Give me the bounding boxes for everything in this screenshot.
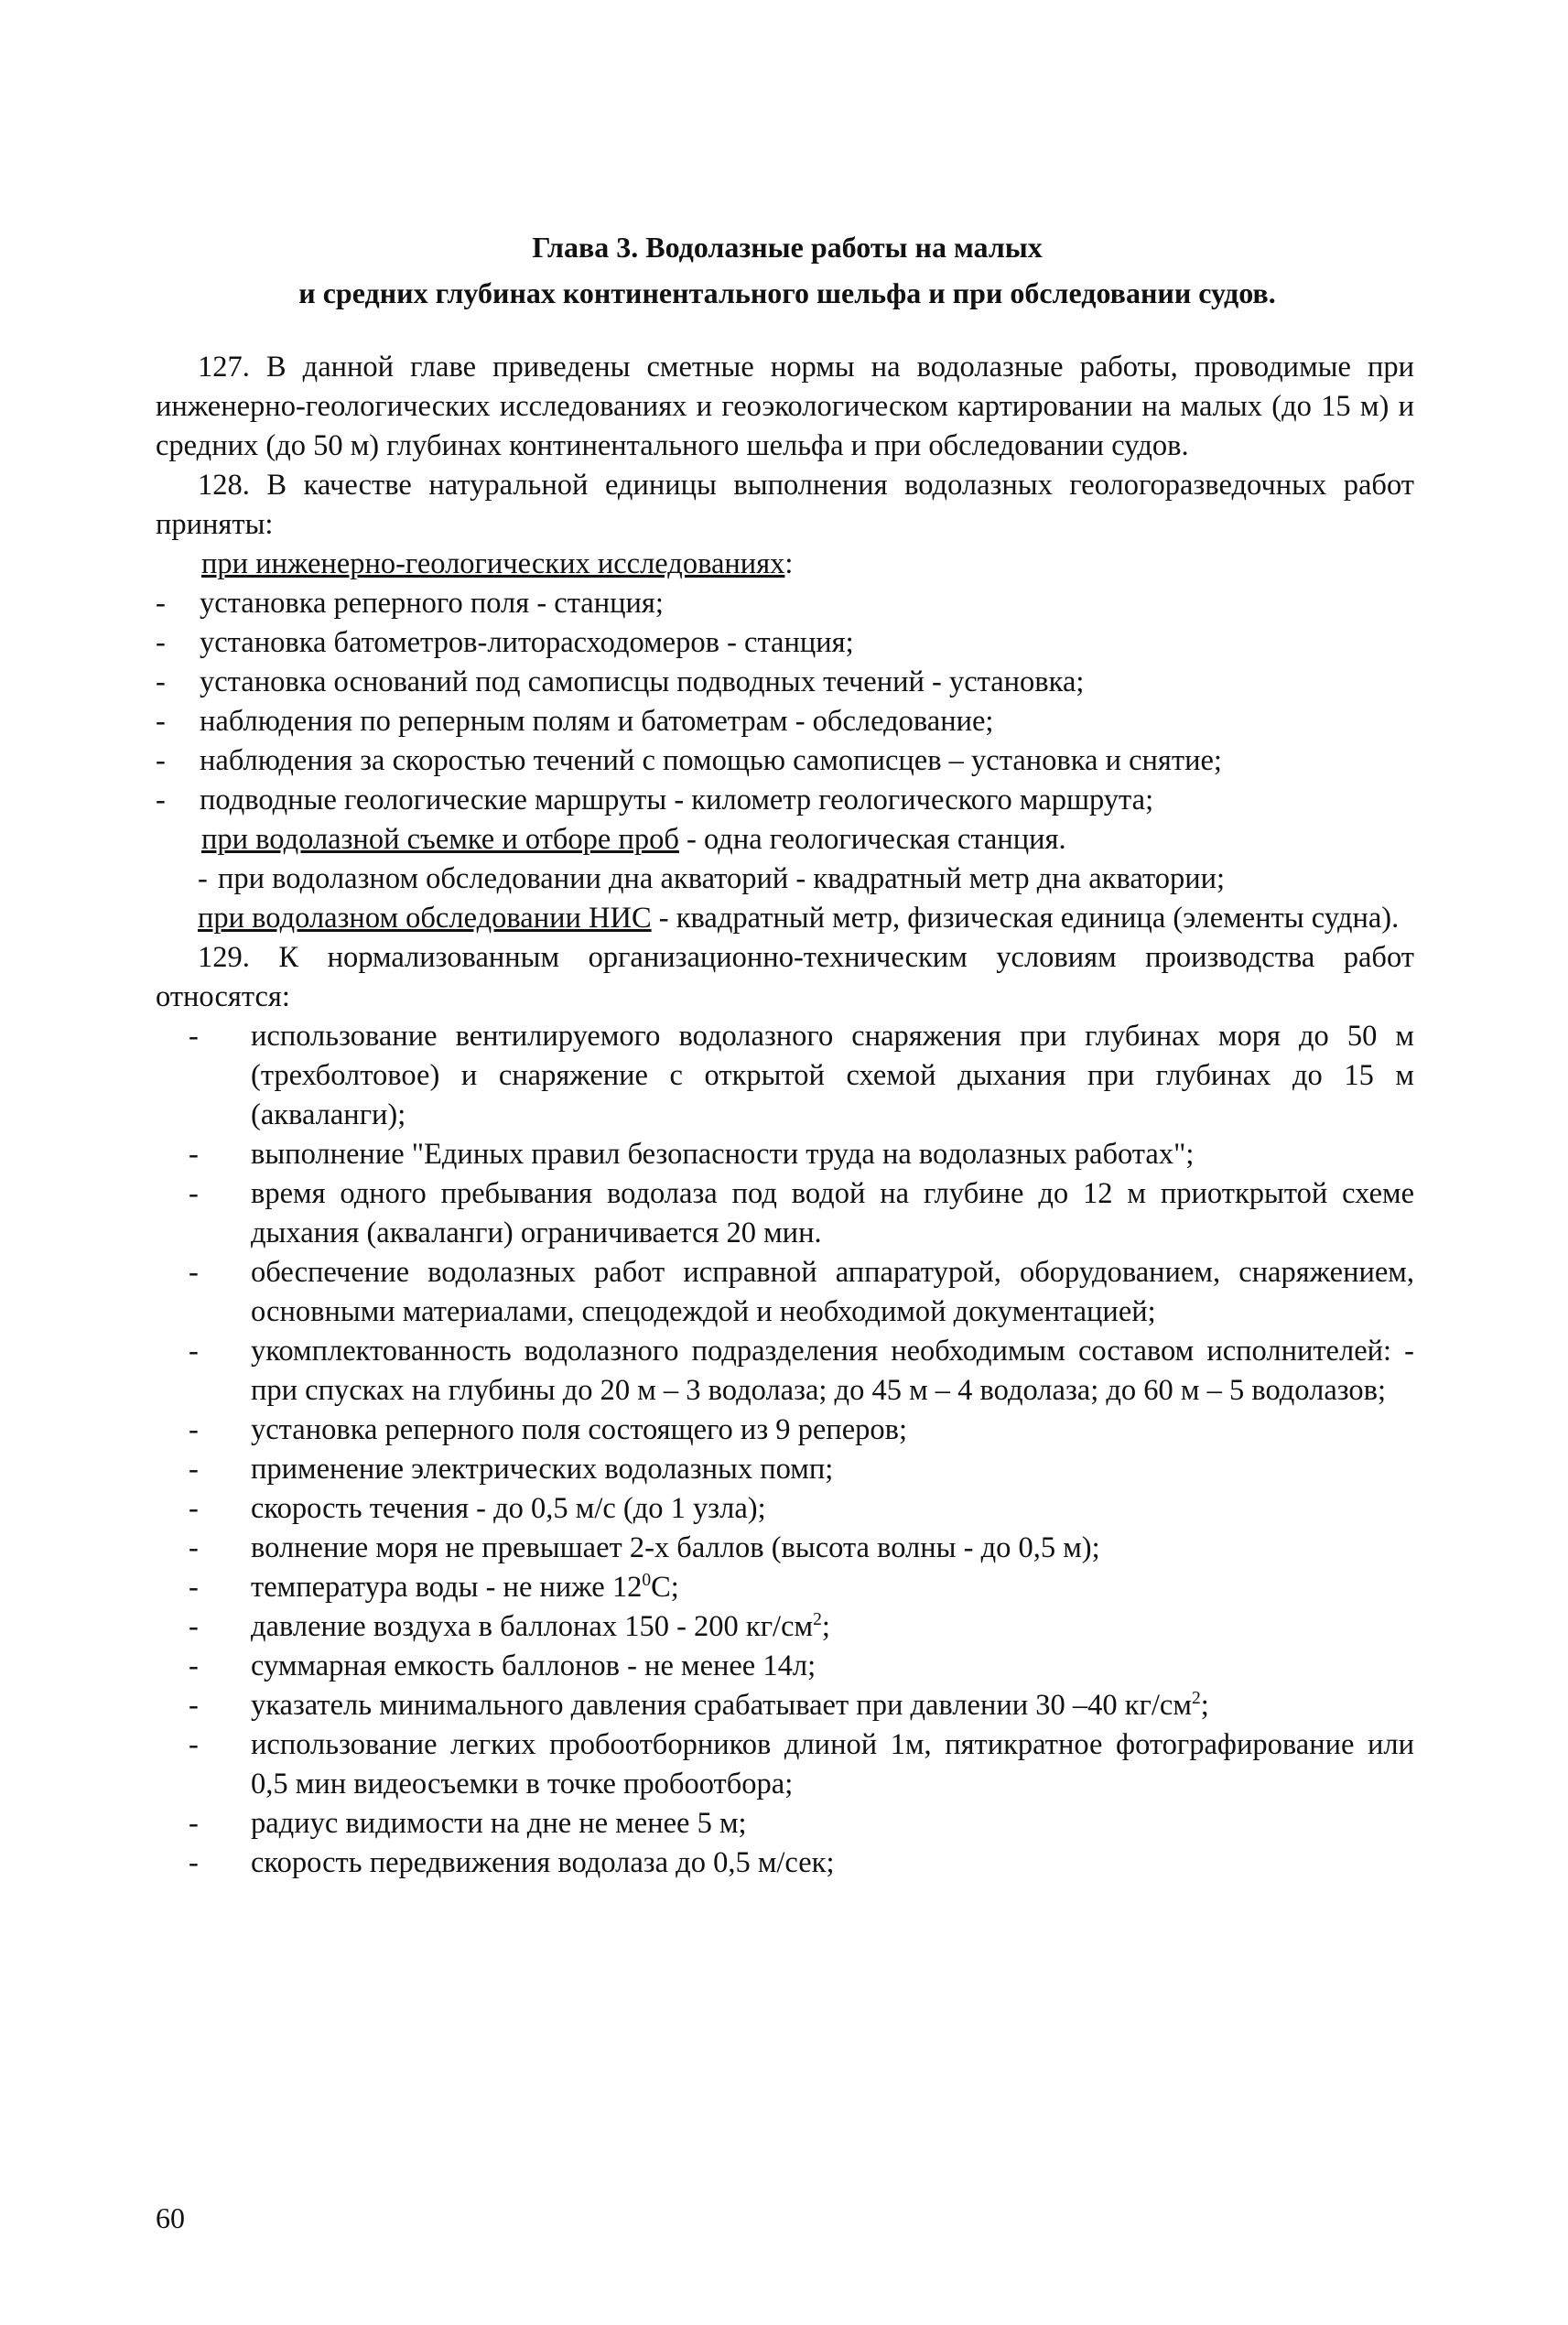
list-item (156, 1017, 1414, 1135)
dash-marker: - (189, 1020, 199, 1053)
body-text (156, 348, 1414, 1883)
subheading-nis-survey-title: при водолазном обследовании НИС (198, 902, 652, 935)
subheading-diver-survey-title: при водолазной съемке и отборе проб (201, 823, 679, 856)
subheading-diver-survey (201, 820, 1414, 860)
list-item-text: наблюдения по реперным полям и батометрам - обследование; (200, 705, 994, 738)
list-item (156, 1647, 1414, 1686)
list-item-text-end: С; (651, 1571, 679, 1604)
list-item-text: скорость передвижения водолаза до 0,5 м/сек; (251, 1846, 835, 1879)
dash-marker: - (189, 1453, 199, 1486)
list-item (156, 623, 1414, 663)
list-item (156, 1804, 1414, 1844)
list-item-text: скорость течения - до 0,5 м/с (до 1 узла); (251, 1492, 766, 1525)
list-item (156, 741, 1414, 781)
list-item-text: при водолазном обследовании дна акваторий - квадратный метр дна акватории; (218, 862, 1226, 895)
subheading-diver-survey-rest: - одна геологическая станция. (678, 823, 1066, 856)
chapter-title-line-2: и средних глубинах континентального шельфа и при обследовании судов. (298, 276, 1276, 309)
list-item (156, 1686, 1414, 1725)
list-item-text: подводные геологические маршруты - километр геологического маршрута; (200, 784, 1154, 816)
list-item-text: установка батометров-литорасходомеров - станция; (200, 626, 854, 659)
list-item (156, 1135, 1414, 1174)
list-item-text-end: ; (821, 1610, 830, 1643)
dash-marker: - (156, 626, 166, 659)
list-item-text: наблюдения за скоростью течений с помощью самописцев – установка и снятие; (200, 744, 1222, 777)
dash-marker: - (189, 1610, 199, 1643)
subheading-nis-survey-rest: - квадратный метр, физическая единица (элементы судна). (651, 902, 1400, 935)
list-item (156, 702, 1414, 741)
subheading-engineering-geology-title: при инженерно-геологических исследованиях (201, 547, 785, 580)
list-item (156, 1253, 1414, 1332)
dash-marker: - (198, 862, 208, 895)
chapter-heading (156, 224, 1419, 316)
list-item (156, 1568, 1414, 1607)
list-item (198, 860, 1414, 899)
list-item-text-end: ; (1200, 1689, 1209, 1722)
dash-marker: - (189, 1807, 199, 1840)
list-item (156, 1529, 1414, 1568)
dash-marker: - (189, 1846, 199, 1879)
dash-marker: - (156, 744, 166, 777)
dash-marker: - (189, 1689, 199, 1722)
list-item-text: радиус видимости на дне не менее 5 м; (251, 1807, 747, 1840)
dash-marker: - (189, 1256, 199, 1289)
superscript: 2 (813, 1610, 822, 1630)
chapter-title-line-1: Глава 3. Водолазные работы на малых (532, 231, 1043, 264)
list-item-text: волнение моря не превышает 2-х баллов (высота волны - до 0,5 м); (251, 1531, 1100, 1564)
dash-marker: - (189, 1649, 199, 1682)
list-item-text: указатель минимального давления срабатывает при давлении 30 –40 кг/см (251, 1689, 1192, 1722)
list-item-text: давление воздуха в баллонах 150 - 200 кг/см (251, 1610, 814, 1643)
dash-marker: - (189, 1728, 199, 1761)
page-number: 60 (156, 2201, 185, 2234)
dash-marker: - (189, 1571, 199, 1604)
dash-marker: - (189, 1492, 199, 1525)
list-item (156, 1450, 1414, 1489)
list-item (156, 1174, 1414, 1253)
list-item-text: время одного пребывания водолаза под водой на глубине до 12 м приоткрытой схеме дыхания (акваланги) ограничивается 20 мин. (251, 1177, 1414, 1249)
list-item-text: установка реперного поля - станция; (200, 587, 664, 620)
list-item (156, 1607, 1414, 1647)
list-item-text: установка реперного поля состоящего из 9 реперов; (251, 1413, 908, 1446)
list-item (156, 1725, 1414, 1804)
list-item-text: выполнение "Единых правил безопасности труда на водолазных работах"; (251, 1138, 1195, 1171)
dash-marker: - (156, 784, 166, 816)
list-item (156, 663, 1414, 702)
list-item (156, 1411, 1414, 1450)
list-item-text: использование вентилируемого водолазного снаряжения при глубинах моря до 50 м (трехболтовое) и снаряжение с открытой схемой дыхания при глубинах до 15 м (акваланги); (251, 1020, 1414, 1131)
paragraph-128: 128. В качестве натуральной единицы выполнения водолазных геологоразведочных работ приняты: (156, 469, 1414, 541)
superscript: 0 (642, 1571, 652, 1591)
list-item-text: укомплектованность водолазного подразделения необходимым составом исполнителей: - при спусках на глубины до 20 м – 3 водолаза; до 45 м – 4 водолаза; до 60 м – 5 водолазов; (251, 1335, 1414, 1407)
paragraph-129: 129. К нормализованным организационно-техническим условиям производства работ относятся: (156, 941, 1414, 1013)
list-item-text: применение электрических водолазных помп; (251, 1453, 834, 1486)
dash-marker: - (156, 587, 166, 620)
dash-marker: - (156, 665, 166, 698)
subheading-nis-survey (156, 899, 1414, 938)
dash-marker: - (189, 1531, 199, 1564)
dash-marker: - (189, 1413, 199, 1446)
list-item (156, 1489, 1414, 1529)
list-item (156, 584, 1414, 623)
list-item-text: температура воды - не ниже 12 (251, 1571, 643, 1604)
list-item (156, 1332, 1414, 1411)
list-item-text: установка оснований под самописцы подводных течений - установка; (200, 665, 1085, 698)
list-item-text: суммарная емкость баллонов - не менее 14л; (251, 1649, 816, 1682)
dash-marker: - (189, 1177, 199, 1210)
list-item (156, 781, 1414, 820)
dash-marker: - (189, 1138, 199, 1171)
paragraph-127: 127. В данной главе приведены сметные нормы на водолазные работы, проводимые при инженерно-геологических исследованиях и геоэкологическом картировании на малых (до 15 м) и средних (до 50 м) глубинах континентального шельфа и при обследовании судов. (156, 351, 1414, 462)
superscript: 2 (1191, 1689, 1201, 1709)
subheading-engineering-geology (201, 545, 1414, 584)
list-item-text: обеспечение водолазных работ исправной аппаратурой, оборудованием, снаряжением, основными материалами, спецодеждой и необходимой документацией; (251, 1256, 1414, 1328)
list-item-text: использование легких пробоотборников длиной 1м, пятикратное фотографирование или 0,5 мин видеосъемки в точке пробоотбора; (251, 1728, 1414, 1801)
list-item (156, 1844, 1414, 1883)
dash-marker: - (156, 705, 166, 738)
subheading-colon: : (784, 547, 794, 580)
dash-marker: - (189, 1335, 199, 1368)
